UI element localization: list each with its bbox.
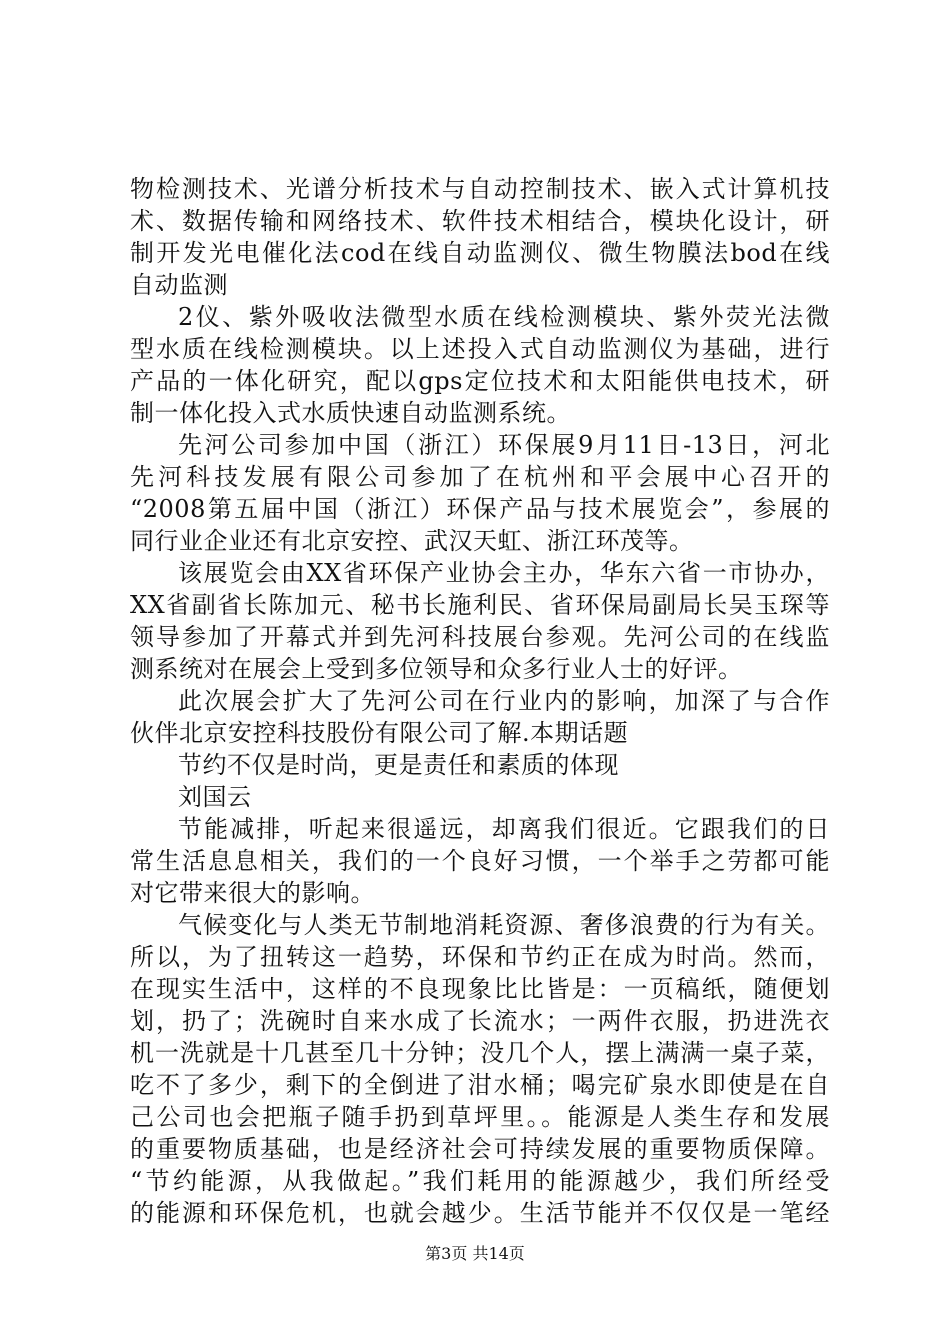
text-line: 先河公司参加中国（浙江）环保展9月11日-13日，河北 (178, 431, 830, 459)
text-line: 节约不仅是时尚，更是责任和素质的体现 (178, 751, 619, 779)
text-line: 先河科技发展有限公司参加了在杭州和平会展中心召开的 (130, 463, 830, 491)
text-line: 领导参加了开幕式并到先河科技展台参观。先河公司的在线监 (130, 623, 830, 651)
text-line: “2008第五届中国（浙江）环保产品与技术展览会”，参展的 (130, 495, 830, 523)
text-line: 的能源和环保危机，也就会越少。生活节能并不仅仅是一笔经 (130, 1199, 830, 1227)
text-line: 气候变化与人类无节制地消耗资源、奢侈浪费的行为有关。 (178, 911, 830, 939)
document-body (130, 173, 830, 1229)
text-line: 机一洗就是十几甚至几十分钟；没几个人，摆上满满一桌子菜， (130, 1039, 830, 1067)
text-line: 术、数据传输和网络技术、软件技术相结合，模块化设计，研 (130, 207, 830, 235)
text-line: 伙伴北京安控科技股份有限公司了解.本期话题 (130, 719, 629, 747)
text-line: 制开发光电催化法cod在线自动监测仪、微生物膜法bod在线 (130, 239, 830, 267)
page-number-footer: 第3页 共14页 (425, 1244, 525, 1263)
text-line: 划，扔了；洗碗时自来水成了长流水；一两件衣服，扔进洗衣 (130, 1007, 830, 1035)
text-line: 在现实生活中，这样的不良现象比比皆是：一页稿纸，随便划 (130, 975, 830, 1003)
text-line: 制一体化投入式水质快速自动监测系统。 (130, 399, 571, 427)
text-line: 刘国云 (178, 783, 252, 811)
text-line: 己公司也会把瓶子随手扔到草坪里。。能源是人类生存和发展 (130, 1103, 830, 1131)
text-line: 型水质在线检测模块。以上述投入式自动监测仪为基础，进行 (130, 335, 830, 363)
text-line: 产品的一体化研究，配以gps定位技术和太阳能供电技术，研 (130, 367, 830, 395)
text-line: 测系统对在展会上受到多位领导和众多行业人士的好评。 (130, 655, 743, 683)
text-line: XX省副省长陈加元、秘书长施利民、省环保局副局长吴玉琛等 (130, 591, 830, 619)
text-line: 吃不了多少，剩下的全倒进了泔水桶；喝完矿泉水即使是在自 (130, 1071, 830, 1099)
text-line: 的重要物质基础，也是经济社会可持续发展的重要物质保障。 (130, 1135, 830, 1163)
text-line: 物检测技术、光谱分析技术与自动控制技术、嵌入式计算机技 (130, 175, 830, 203)
text-line: “节约能源，从我做起。”我们耗用的能源越少，我们所经受 (130, 1167, 830, 1195)
text-line: 此次展会扩大了先河公司在行业内的影响，加深了与合作 (178, 687, 830, 715)
text-line: 自动监测 (130, 271, 228, 299)
text-line: 该展览会由XX省环保产业协会主办，华东六省一市协办， (178, 559, 830, 587)
text-line: 同行业企业还有北京安控、武汉天虹、浙江环茂等。 (130, 527, 694, 555)
text-line: 所以，为了扭转这一趋势，环保和节约正在成为时尚。然而， (130, 943, 830, 971)
text-line: 2仪、紫外吸收法微型水质在线检测模块、紫外荧光法微 (178, 303, 830, 331)
text-line: 节能减排，听起来很遥远，却离我们很近。它跟我们的日 (178, 815, 830, 843)
text-line: 对它带来很大的影响。 (130, 879, 375, 907)
text-line: 常生活息息相关，我们的一个良好习惯，一个举手之劳都可能 (130, 847, 830, 875)
